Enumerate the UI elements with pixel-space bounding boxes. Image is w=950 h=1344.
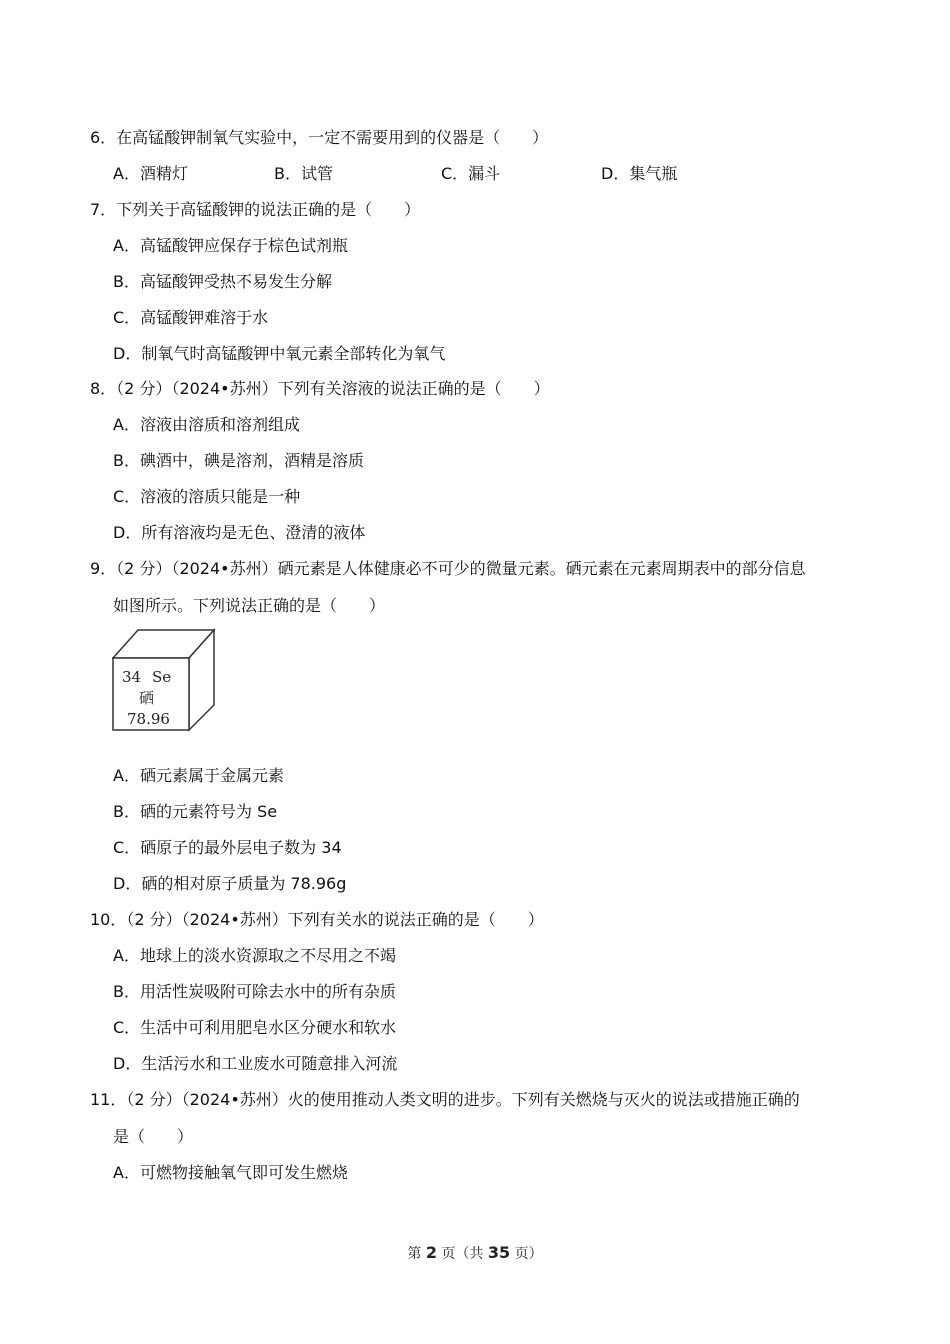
footer-middle: 页（共	[436, 1246, 488, 1262]
q6-option-b: B．试管	[274, 164, 333, 183]
q9-option-a: A．硒元素属于金属元素	[113, 766, 284, 785]
q7-option-d: D．制氧气时高锰酸钾中氧元素全部转化为氧气	[113, 344, 446, 363]
footer-total-pages: 35	[487, 1243, 511, 1262]
page-footer	[0, 1243, 950, 1263]
q7-option-b: B．高锰酸钾受热不易发生分解	[113, 272, 332, 291]
q9-option-c: C．硒原子的最外层电子数为 34	[113, 838, 342, 857]
footer-prefix: 第	[407, 1246, 426, 1262]
q11-option-a: A．可燃物接触氧气即可发生燃烧	[113, 1163, 348, 1182]
footer-suffix: 页）	[510, 1246, 543, 1262]
element-tile-figure	[112, 628, 216, 732]
q9-stem-line1: 9．（2 分）（2024•苏州）硒元素是人体健康必不可少的微量元素。硒元素在元素周期表中的部分信息	[90, 559, 806, 578]
q9-stem-line2: 如图所示。下列说法正确的是（ ）	[113, 596, 386, 615]
q6-option-a: A．酒精灯	[113, 164, 188, 183]
q6-stem: 6．在高锰酸钾制氧气实验中，一定不需要用到的仪器是（ ）	[90, 128, 549, 147]
q10-option-c: C．生活中可利用肥皂水区分硬水和软水	[113, 1018, 397, 1037]
q6-option-d: D．集气瓶	[601, 164, 678, 183]
q8-option-b: B．碘酒中，碘是溶剂，酒精是溶质	[113, 451, 364, 470]
q10-option-a: A．地球上的淡水资源取之不尽用之不竭	[113, 946, 396, 965]
element-name: 硒	[139, 689, 155, 707]
q11-stem-line2: 是（ ）	[113, 1127, 194, 1146]
q7-stem: 7．下列关于高锰酸钾的说法正确的是（ ）	[90, 200, 421, 219]
q10-option-d: D．生活污水和工业废水可随意排入河流	[113, 1054, 398, 1073]
q10-option-b: B．用活性炭吸附可除去水中的所有杂质	[113, 982, 396, 1001]
q8-option-c: C．溶液的溶质只能是一种	[113, 487, 301, 506]
q9-option-b: B．硒的元素符号为 Se	[113, 802, 278, 821]
q8-stem: 8．（2 分）（2024•苏州）下列有关溶液的说法正确的是（ ）	[90, 379, 550, 398]
footer-current-page: 2	[425, 1243, 437, 1262]
element-atomic-mass: 78.96	[127, 710, 170, 728]
q8-option-a: A．溶液由溶质和溶剂组成	[113, 415, 300, 434]
element-cube-drawing	[112, 628, 216, 732]
q9-option-d: D．硒的相对原子质量为 78.96g	[113, 874, 347, 893]
q7-option-a: A．高锰酸钾应保存于棕色试剂瓶	[113, 236, 348, 255]
q7-option-c: C．高锰酸钾难溶于水	[113, 308, 269, 327]
q8-option-d: D．所有溶液均是无色、澄清的液体	[113, 523, 366, 542]
element-atomic-number: 34	[122, 668, 142, 686]
element-symbol: Se	[152, 668, 172, 686]
q6-option-c: C．漏斗	[441, 164, 501, 183]
q10-stem: 10．（2 分）（2024•苏州）下列有关水的说法正确的是（ ）	[90, 910, 544, 929]
q11-stem-line1: 11．（2 分）（2024•苏州）火的使用推动人类文明的进步。下列有关燃烧与灭火的说法或措施正确的	[90, 1090, 800, 1109]
